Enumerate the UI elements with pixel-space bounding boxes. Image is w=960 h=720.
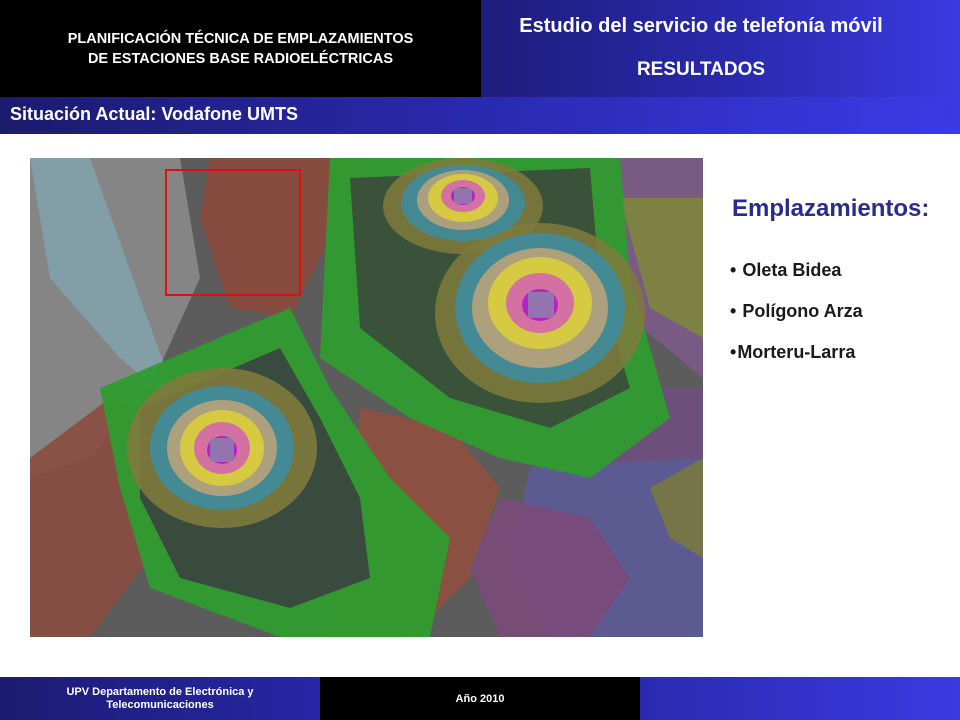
- site-label: Polígono Arza: [742, 301, 863, 321]
- list-item: [730, 258, 863, 299]
- sites-title: Emplazamientos:: [732, 195, 930, 222]
- coverage-map-graphic: [30, 158, 703, 637]
- header-course-title: [0, 0, 481, 97]
- site-label: Morteru-Larra: [737, 342, 856, 362]
- footer-year: Año 2010: [320, 677, 640, 720]
- bullet-icon: •: [730, 301, 737, 321]
- header-course-line1: PLANIFICACIÓN TÉCNICA DE EMPLAZAMIENTOS: [67, 30, 414, 47]
- list-item: [730, 299, 863, 340]
- list-item: [730, 340, 863, 381]
- site-marker: [454, 188, 472, 204]
- section-title: Situación Actual: Vodafone UMTS: [10, 104, 299, 124]
- footer-department-line2: Telecomunicaciones: [106, 698, 214, 711]
- study-subtitle: RESULTADOS: [636, 59, 766, 80]
- header-course-line2: DE ESTACIONES BASE RADIOELÉCTRICAS: [87, 50, 394, 67]
- bullet-icon: •: [730, 342, 737, 362]
- footer-department: [0, 677, 320, 720]
- site-marker: [210, 438, 234, 462]
- bullet-icon: •: [730, 260, 737, 280]
- sites-list: [730, 258, 863, 381]
- site-marker: [528, 292, 554, 318]
- coverage-map-image: [30, 158, 703, 637]
- section-bar: [0, 97, 960, 134]
- footer-department-line1: UPV Departamento de Electrónica y: [66, 685, 254, 698]
- site-label: Oleta Bidea: [742, 260, 842, 280]
- study-title: Estudio del servicio de telefonía móvil: [519, 15, 883, 37]
- footer-band: [640, 677, 960, 720]
- header-study-title: [481, 0, 960, 97]
